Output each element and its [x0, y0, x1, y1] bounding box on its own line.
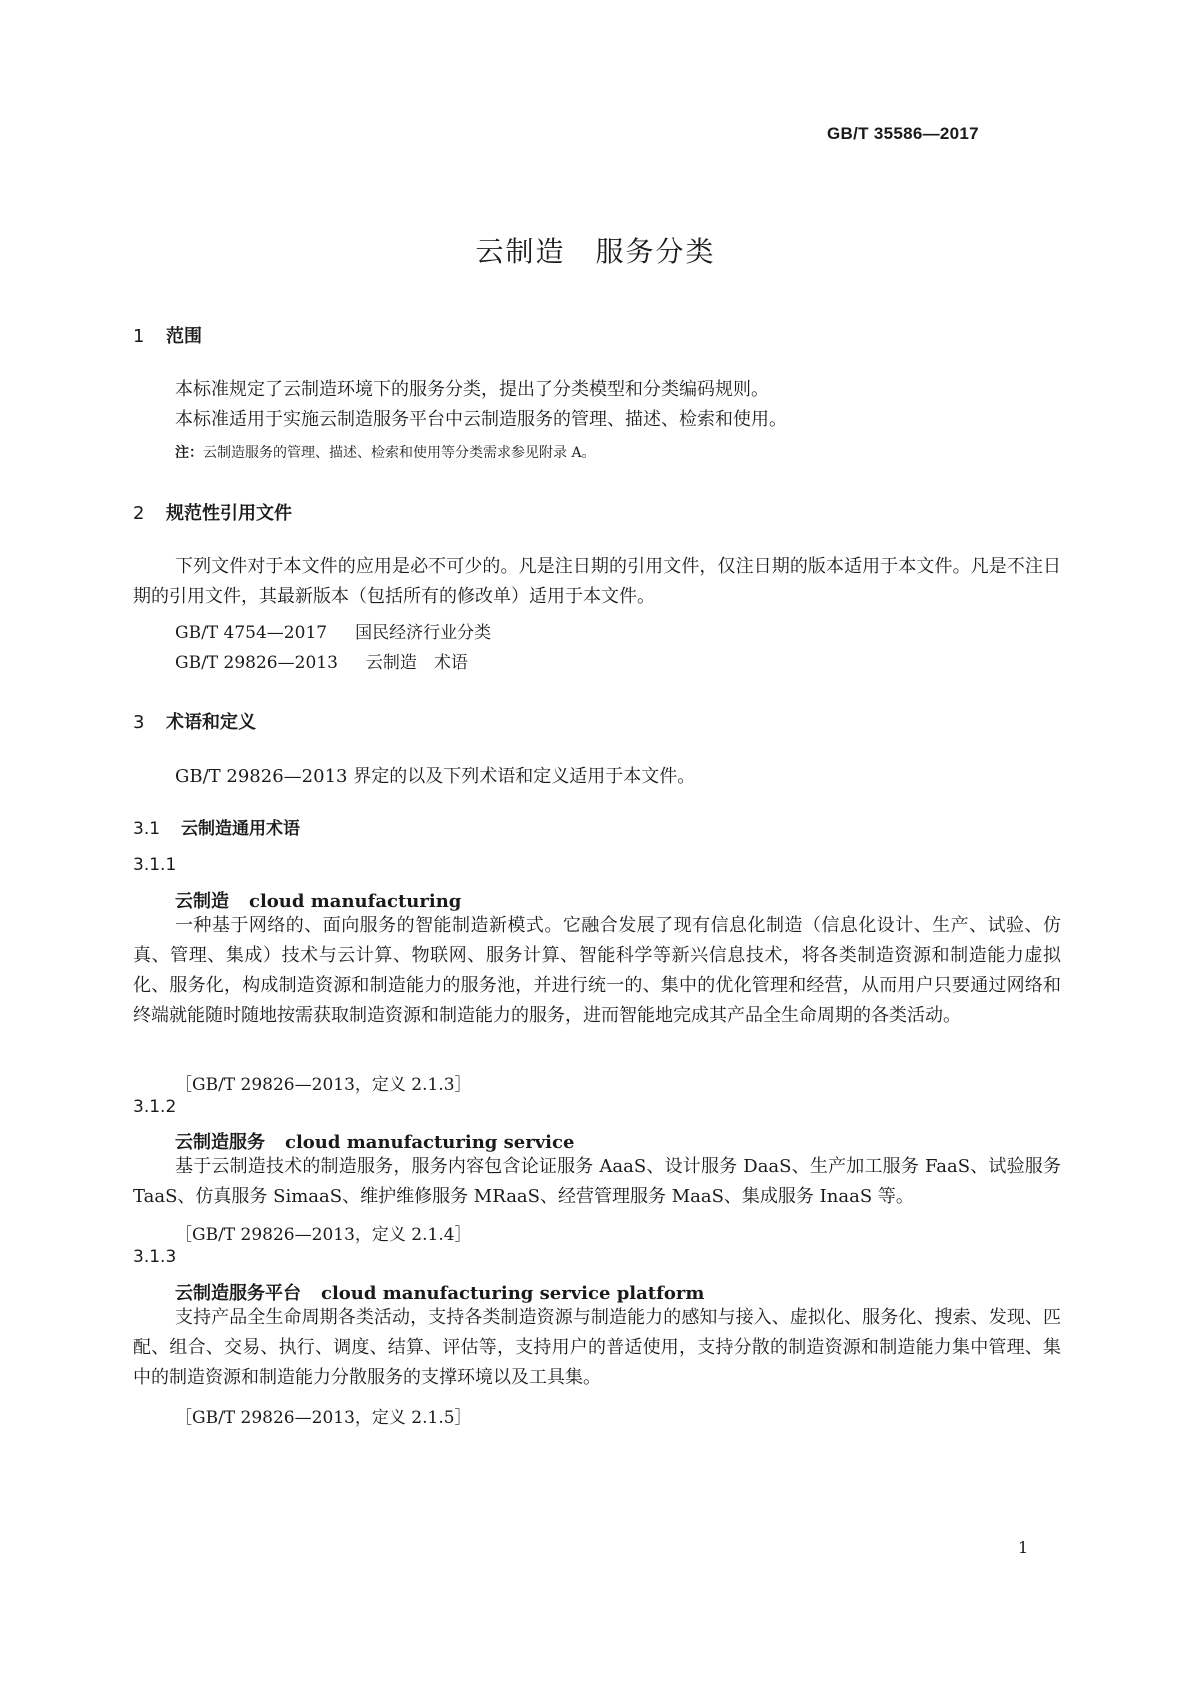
subsection-heading [133, 814, 300, 839]
term-number: 3.1.2 [133, 1097, 177, 1117]
term-source: ［GB/T 29826—2013，定义 2.1.4］ [175, 1225, 472, 1245]
page-number: 1 [1018, 1538, 1029, 1557]
term-definition: 支持产品全生命周期各类活动，支持各类制造资源与制造能力的感知与接入、虚拟化、服务化、搜索、发现、匹配、组合、交易、执行、调度、结算、评估等，支持用户的普适使用，支持分散的制造资源和制造能力集中管理、集中的制造资源和制造能力分散服务的支撑环境以及工具集。 [133, 1307, 1061, 1388]
term-heading [175, 1279, 704, 1305]
reference-item [175, 618, 491, 643]
term-name-zh: 云制造 [175, 891, 229, 912]
paragraph: 本标准规定了云制造环境下的服务分类，提出了分类模型和分类编码规则。 [175, 379, 769, 400]
term-number: 3.1.3 [133, 1247, 177, 1267]
reference-item [175, 648, 468, 673]
term-heading [175, 1128, 574, 1154]
section-3-heading [133, 708, 256, 734]
term-heading [175, 887, 461, 913]
section-number: 3 [133, 712, 145, 733]
paragraph: 下列文件对于本文件的应用是必不可少的。凡是注日期的引用文件，仅注日期的版本适用于本文件。凡是不注日期的引用文件，其最新版本（包括所有的修改单）适用于本文件。 [133, 556, 1061, 607]
document-title: 云制造 服务分类 [475, 235, 716, 268]
term-name-zh: 云制造服务 [175, 1132, 265, 1153]
note-text: 云制造服务的管理、描述、检索和使用等分类需求参见附录 A。 [203, 445, 596, 461]
term-name-en: cloud manufacturing service [285, 1132, 575, 1153]
term-name-en: cloud manufacturing [249, 891, 462, 912]
term-source: ［GB/T 29826—2013，定义 2.1.5］ [175, 1408, 472, 1428]
section-title: 范围 [166, 326, 202, 347]
section-title: 规范性引用文件 [166, 503, 292, 524]
reference-code: GB/T 4754—2017 [175, 623, 328, 643]
term-definition: 一种基于网络的、面向服务的智能制造新模式。它融合发展了现有信息化制造（信息化设计、生产、试验、仿真、管理、集成）技术与云计算、物联网、服务计算、智能科学等新兴信息技术，将各类制造资源和制造能力虚拟化、服务化，构成制造资源和制造能力的服务池，并进行统一的、集中的优化管理和经营，从而用户只要通过网络和终端就能随时随地按需获取制造资源和制造能力的服务，进而智能地完成其产品全生命周期的各类活动。 [133, 915, 1061, 1026]
section-number: 2 [133, 503, 145, 524]
subsection-number: 3.1 [133, 819, 161, 839]
paragraph: GB/T 29826—2013 界定的以及下列术语和定义适用于本文件。 [175, 766, 696, 787]
section-number: 1 [133, 326, 145, 347]
term-number: 3.1.1 [133, 855, 177, 875]
paragraph: 本标准适用于实施云制造服务平台中云制造服务的管理、描述、检索和使用。 [175, 409, 787, 430]
note-label: 注： [175, 445, 203, 461]
reference-code: GB/T 29826—2013 [175, 653, 338, 673]
section-1-heading [133, 322, 202, 348]
section-title: 术语和定义 [166, 712, 256, 733]
term-name-zh: 云制造服务平台 [175, 1283, 301, 1304]
term-source: ［GB/T 29826—2013，定义 2.1.3］ [175, 1075, 472, 1095]
note [175, 442, 596, 462]
reference-name: 云制造 术语 [365, 653, 468, 673]
standard-code: GB/T 35586—2017 [827, 124, 979, 143]
section-2-heading [133, 499, 292, 525]
subsection-title: 云制造通用术语 [181, 819, 300, 839]
term-name-en: cloud manufacturing service platform [321, 1283, 705, 1304]
reference-name: 国民经济行业分类 [355, 623, 492, 643]
term-definition: 基于云制造技术的制造服务，服务内容包含论证服务 AaaS、设计服务 DaaS、生产加工服务 FaaS、试验服务 TaaS、仿真服务 SimaaS、维护维修服务 MRaaS、经营管理服务 MaaS、集成服务 InaaS 等。 [133, 1156, 1061, 1207]
